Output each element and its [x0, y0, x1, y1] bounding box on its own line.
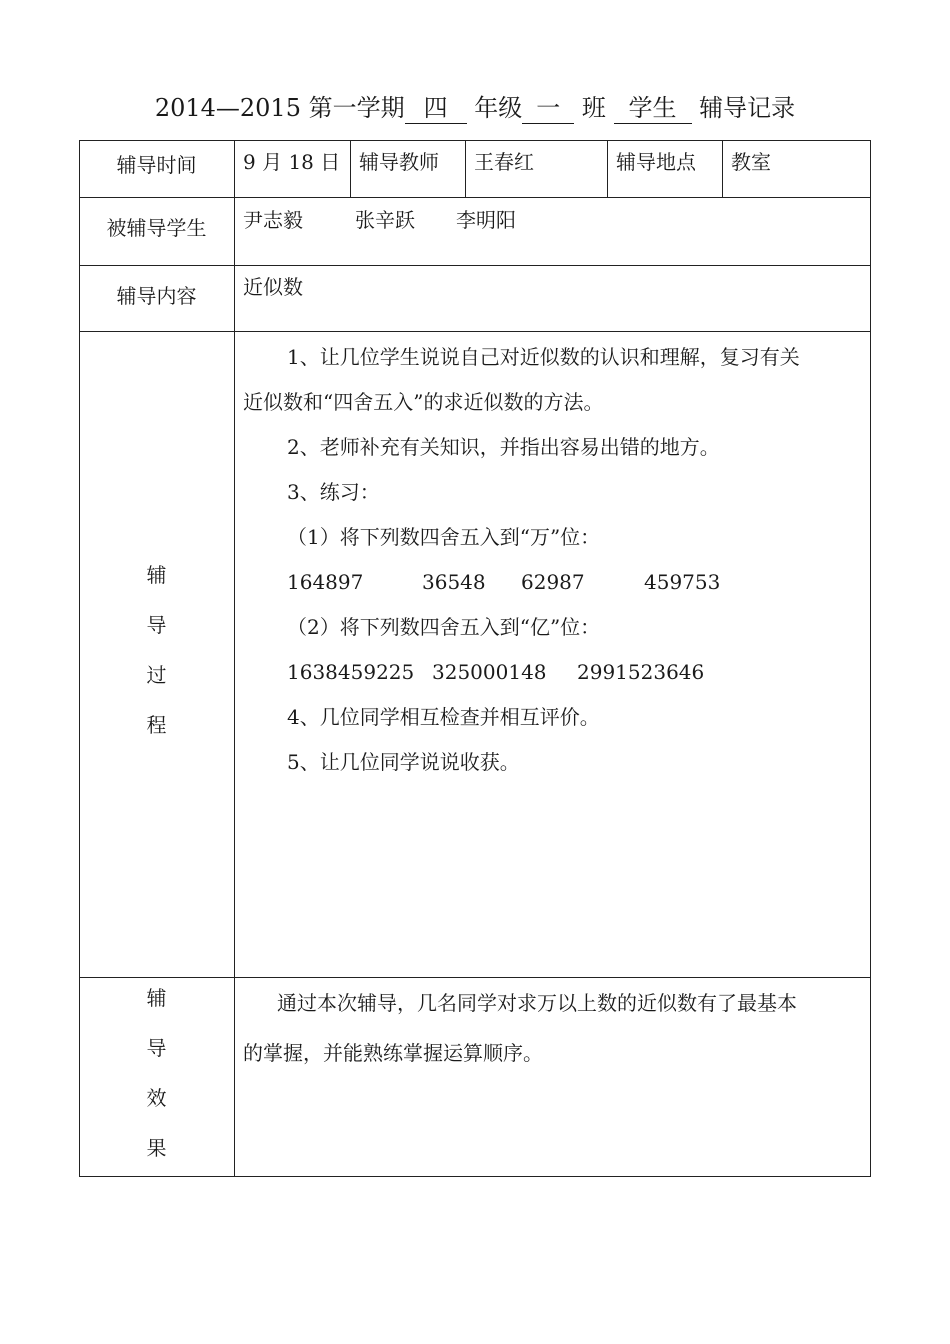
exercise-number: 164897: [287, 570, 364, 594]
process-content-2: [243, 605, 865, 650]
effect-content: [243, 978, 865, 1078]
row1-divider: [465, 140, 466, 197]
label-column-divider: [234, 140, 235, 1177]
process-label-char: 导: [146, 613, 167, 637]
student-name: 尹志毅: [243, 208, 303, 232]
process-step-1: 1、让几位学生说说自己对近似数的认识和理解，复习有关: [287, 345, 800, 369]
exercise-number: 62987: [521, 570, 585, 594]
place-value: 教室: [731, 150, 771, 174]
table-border-top: [79, 140, 871, 141]
process-label-char: 辅: [146, 563, 167, 587]
effect-label-char: 辅: [146, 986, 167, 1010]
table-border-bottom: [79, 1176, 871, 1177]
process-label-char: 过: [146, 663, 167, 687]
row-divider: [79, 265, 871, 266]
content-label: 辅导内容: [116, 284, 197, 308]
teacher-label: 辅导教师: [359, 150, 439, 174]
document-title: [0, 88, 950, 128]
table-border-right: [870, 140, 871, 1177]
effect-line-1: 通过本次辅导，几名同学对求万以上数的近似数有了最基本: [277, 991, 797, 1015]
process-label: [79, 550, 234, 750]
process-step-1-cont: 近似数和“四舍五入”的求近似数的方法。: [243, 390, 604, 414]
effect-label-char: 效: [146, 1086, 167, 1110]
process-step-4: 4、几位同学相互检查并相互评价。: [287, 705, 600, 729]
place-label: 辅导地点: [616, 150, 696, 174]
row1-divider: [350, 140, 351, 197]
effect-label-char: 果: [146, 1136, 167, 1160]
exercise-number: 325000148: [432, 660, 547, 684]
time-label: 辅导时间: [116, 153, 197, 177]
title-class: 一: [522, 93, 574, 124]
row-divider: [79, 331, 871, 332]
time-value: 9 月 18 日: [243, 150, 341, 174]
process-step-5: 5、让几位同学说说收获。: [287, 750, 520, 774]
exercise-question-2: （2）将下列数四舍五入到“亿”位：: [287, 615, 601, 639]
exercise-number: 2991523646: [577, 660, 705, 684]
title-grade-suffix: 年级: [474, 94, 523, 122]
title-grade: 四: [405, 93, 467, 124]
title-prefix: 2014—2015 第一学期: [154, 94, 405, 122]
content-value: 近似数: [243, 275, 303, 299]
effect-label: [79, 973, 234, 1173]
exercise-number: 36548: [422, 570, 486, 594]
row1-divider: [722, 140, 723, 197]
student-name: 李明阳: [456, 208, 516, 232]
title-class-suffix: 班: [581, 94, 606, 122]
process-label-char: 程: [146, 713, 167, 737]
row1-divider: [607, 140, 608, 197]
title-role: 学生: [614, 93, 692, 124]
exercise-question-1: （1）将下列数四舍五入到“万”位：: [287, 525, 601, 549]
effect-line-2: 的掌握，并能熟练掌握运算顺序。: [243, 1041, 543, 1065]
teacher-value: 王春红: [474, 150, 534, 174]
effect-label-char: 导: [146, 1036, 167, 1060]
students-label: 被辅导学生: [106, 216, 207, 240]
exercise-number: 1638459225: [287, 660, 415, 684]
process-step-3: 3、练习：: [287, 480, 380, 504]
exercise-number: 459753: [644, 570, 721, 594]
student-name: 张辛跃: [355, 208, 415, 232]
title-suffix: 辅导记录: [699, 94, 796, 122]
process-step-2: 2、老师补充有关知识，并指出容易出错的地方。: [287, 435, 720, 459]
process-content-3: [243, 695, 865, 785]
process-content: [243, 335, 865, 560]
row-divider: [79, 197, 871, 198]
